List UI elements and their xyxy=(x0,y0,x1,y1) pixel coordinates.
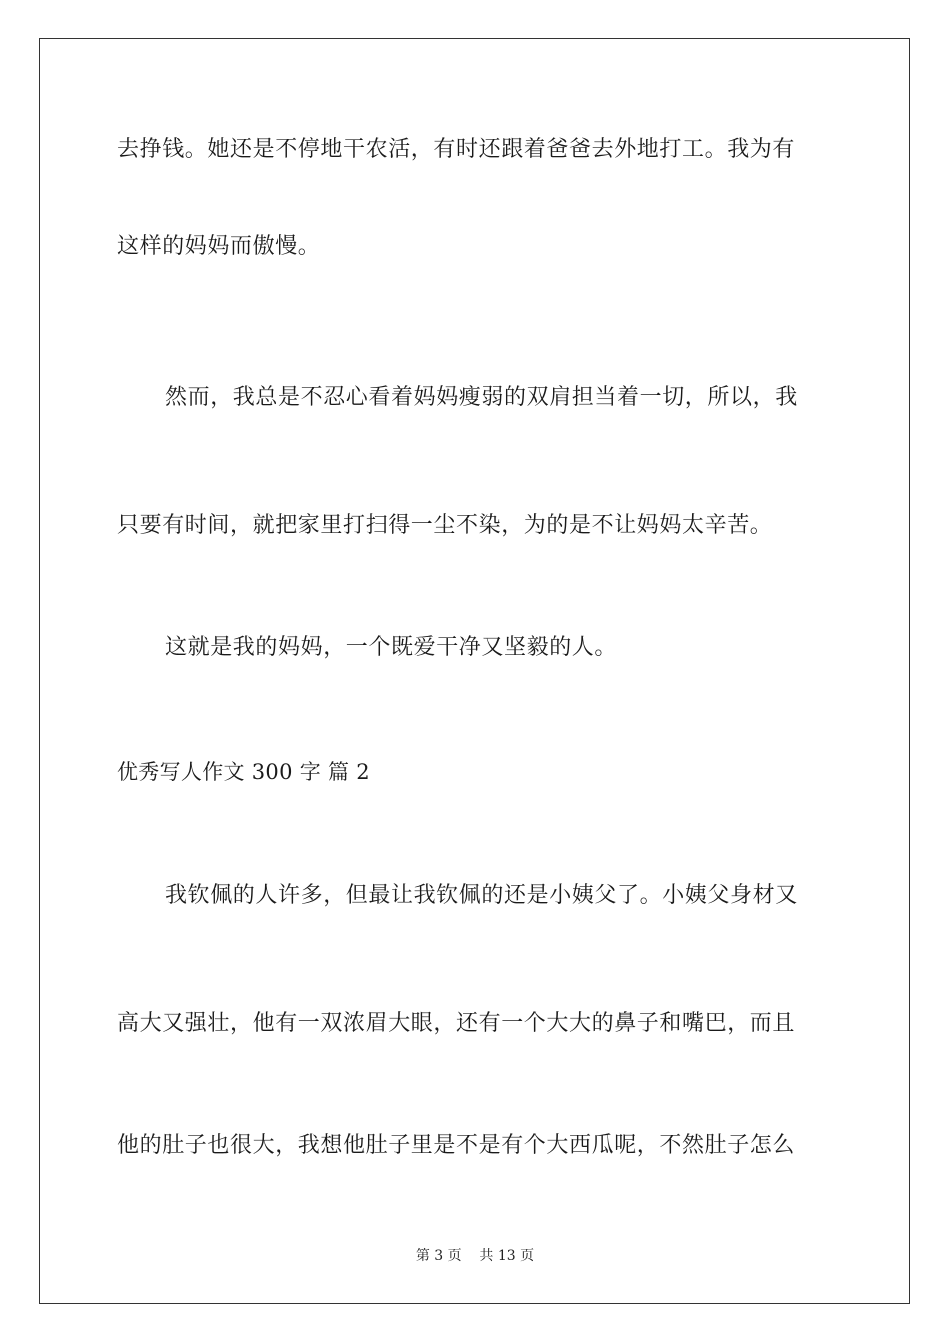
page-number-footer: 第 3 页 共 13 页 xyxy=(415,1248,535,1264)
paragraph-line: 只要有时间，就把家里打扫得一尘不染，为的是不让妈妈太辛苦。 xyxy=(117,513,773,538)
paragraph-line: 他的肚子也很大，我想他肚子里是不是有个大西瓜呢，不然肚子怎么 xyxy=(117,1133,796,1158)
paragraph-line: 这样的妈妈而傲慢。 xyxy=(117,234,321,259)
paragraph-line: 这就是我的妈妈，一个既爱干净又坚毅的人。 xyxy=(165,635,618,660)
paragraph-line: 高大又强壮，他有一双浓眉大眼，还有一个大大的鼻子和嘴巴，而且 xyxy=(117,1011,796,1036)
paragraph-line: 我钦佩的人许多，但最让我钦佩的还是小姨父了。小姨父身材又 xyxy=(165,883,798,908)
section-heading: 优秀写人作文 300 字 篇 2 xyxy=(117,760,370,784)
page-frame xyxy=(39,38,910,1304)
paragraph-line: 去挣钱。她还是不停地干农活，有时还跟着爸爸去外地打工。我为有 xyxy=(117,137,796,162)
paragraph-line: 然而，我总是不忍心看着妈妈瘦弱的双肩担当着一切，所以，我 xyxy=(165,385,798,410)
